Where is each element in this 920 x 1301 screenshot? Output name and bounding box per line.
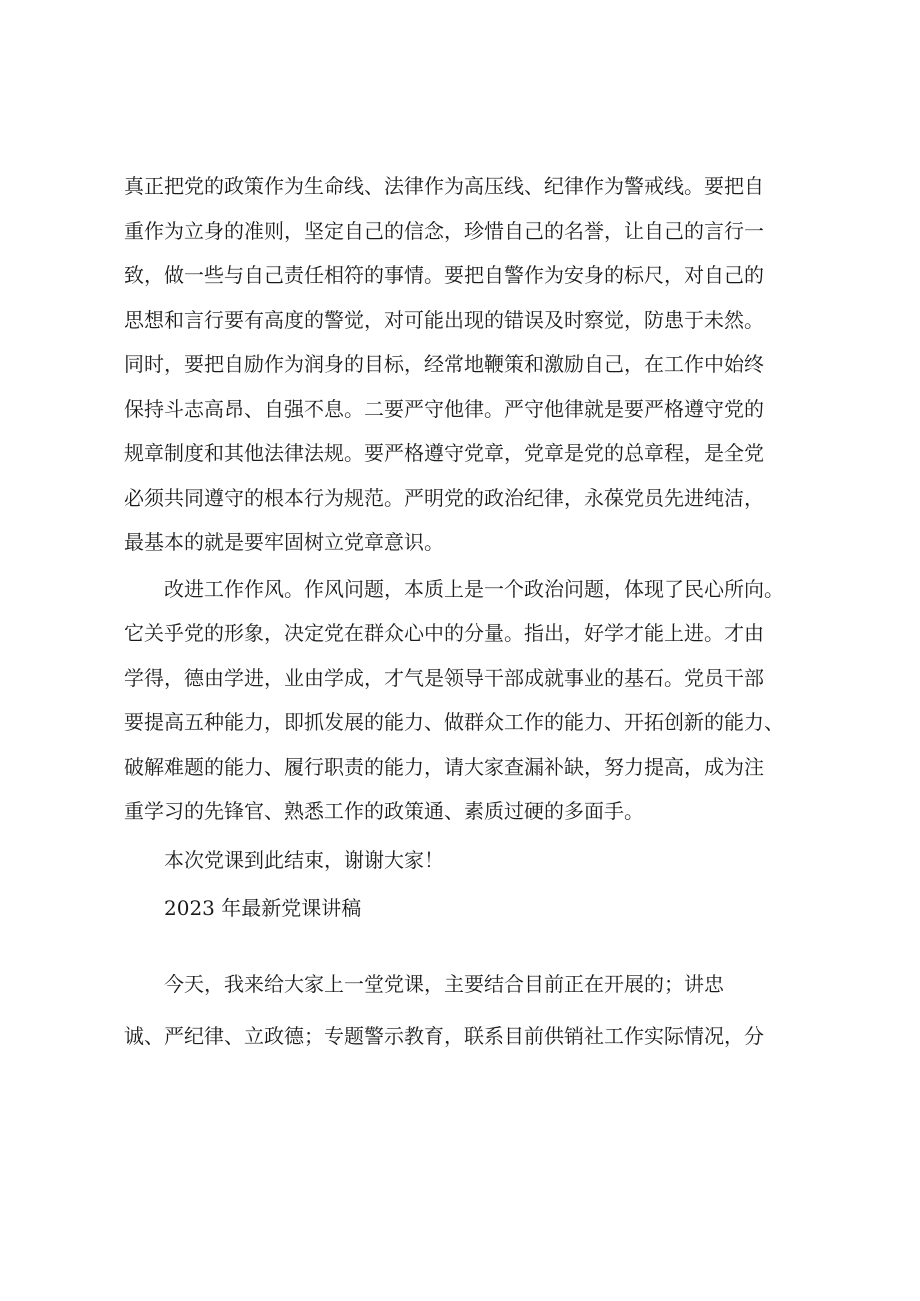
paragraph-self-discipline: 真正把党的政策作为生命线、法律作为高压线、纪律作为警戒线。要把自 重作为立身的准则，坚定自己的信念，珍惜自己的名誉，让自己的言行一 致，做一些与自己责任相符的事情。要把自警作为安身的标尺，对自己的 思想和言行要有高度的警觉，对可能出现的错误及时察觉，防患于未然。 同时，要把自励作为润身的目标，经常地鞭策和激励自己，在工作中始终 保持斗志高昂、自强不息。二要严守他律。严守他律就是要严格遵守党的 规章制度和其他法律法规。要严格遵守党章，党章是党的总章程，是全党 必须共同遵守的根本行为规范。严明党的政治纪律，永葆党员先进纯洁， 最基本的就是要牢固树立党章意识。	[124, 174, 764, 554]
paragraph-work-style: 改进工作作风。作风问题，本质上是一个政治问题，体现了民心所向。 它关乎党的形象，决定党在群众心中的分量。指出，好学才能上进。才由 学得，德由学进，业由学成，才气是领导干部成就事业的基石。党员干部 要提高五种能力，即抓发展的能力、做群众工作的能力、开拓创新的能力、 破解难题的能力、履行职责的能力，请大家查漏补缺，努力提高，成为注 重学习的先锋官、熟悉工作的政策通、素质过硬的多面手。	[124, 576, 784, 823]
paragraph-closing: 本次党课到此结束，谢谢大家！	[164, 847, 444, 872]
section-heading: 2023 年最新党课讲稿	[164, 895, 362, 920]
paragraph-intro: 今天，我来给大家上一堂党课，主要结合目前正在开展的；讲忠 诚、严纪律、立政德；专题警示教育，联系目前供销社工作实际情况，分	[124, 971, 764, 1048]
document-body	[124, 164, 824, 1062]
